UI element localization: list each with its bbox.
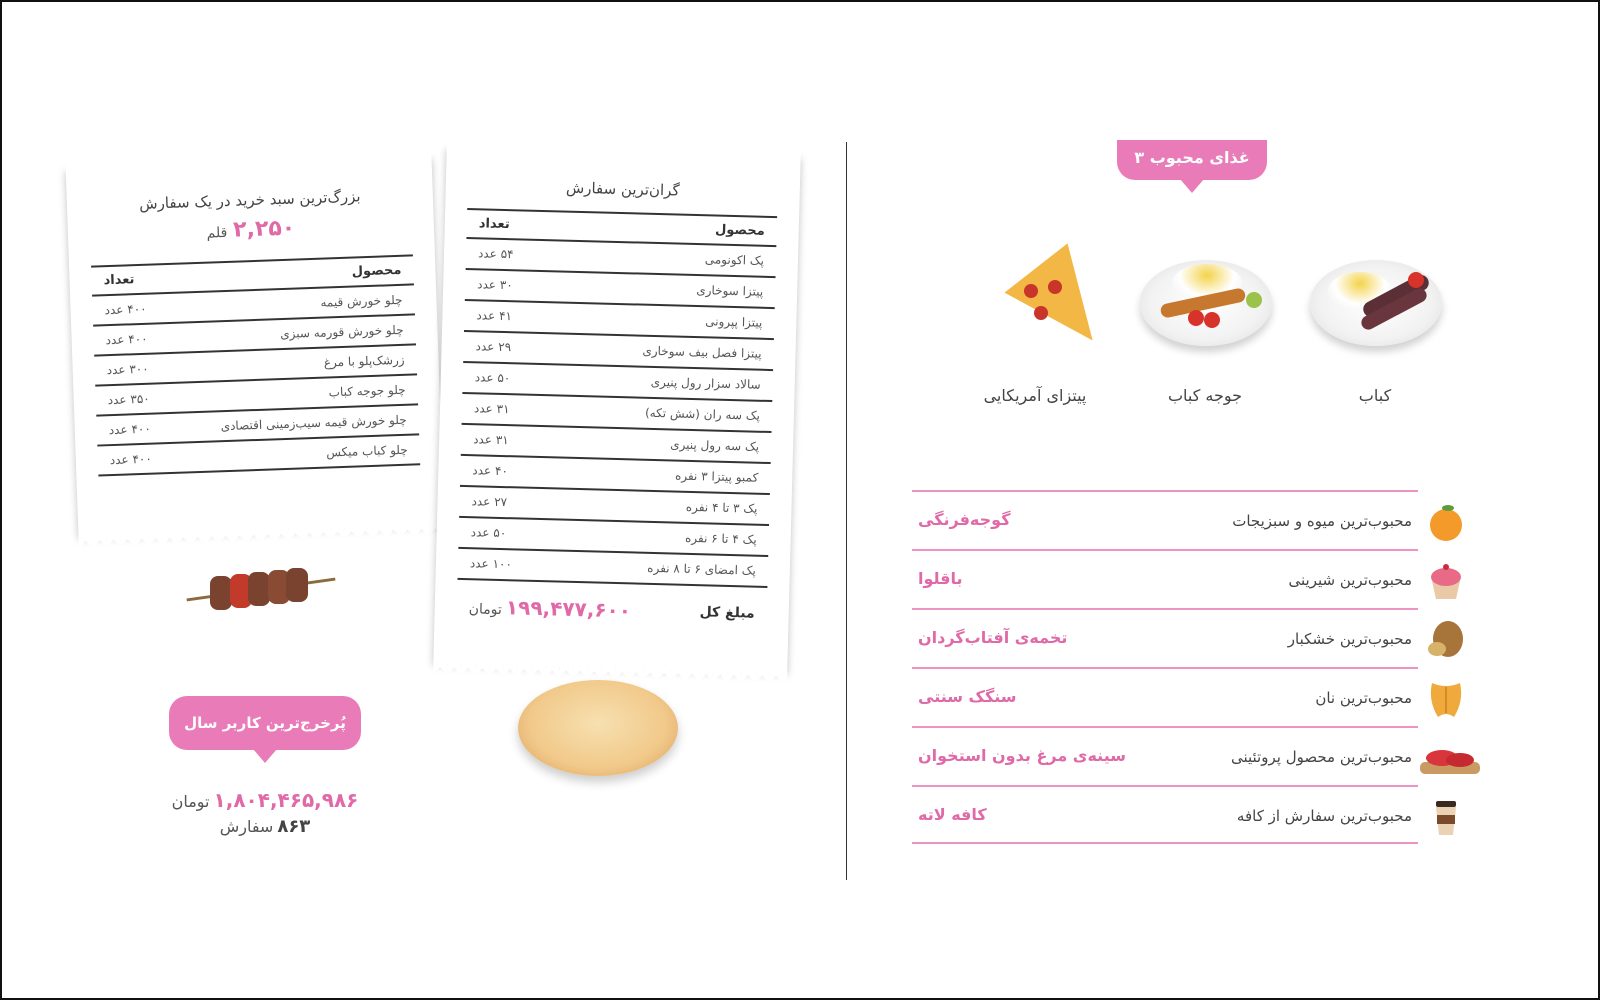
orange-fruit-icon — [1424, 500, 1468, 544]
order-total — [457, 594, 768, 626]
cart-count — [68, 211, 435, 249]
row-product: پک ۳ تا ۴ نفره — [685, 499, 758, 516]
row-product: پیتزا پپرونی — [705, 314, 763, 330]
favorite-label: محبوب‌ترین محصول پروتئینی — [1230, 748, 1412, 766]
kabab-plate-icon — [1300, 250, 1450, 360]
favorite-value: تخمه‌ی آفتاب‌گردان — [918, 628, 1068, 647]
row-qty: ۲۹ عدد — [475, 339, 512, 355]
total-amount-value: ۱۹۹,۴۷۷,۶۰۰ — [505, 595, 632, 623]
top-user-title: پُرخرج‌ترین کاربر سال — [169, 696, 361, 750]
food-name: کباب — [1358, 386, 1392, 405]
food-item-joojeh-kabab — [1130, 250, 1280, 405]
top-foods-title: ۳ غذای محبوب — [1117, 140, 1267, 180]
favorites-list — [912, 490, 1418, 844]
row-qty: ۴۰ عدد — [472, 463, 509, 479]
favorite-label: محبوب‌ترین سفارش از کافه — [1236, 807, 1412, 825]
row-product: پیتزا فصل بیف سوخاری — [642, 343, 762, 361]
row-product: پیتزا سوخاری — [696, 283, 764, 299]
top-user-orders — [140, 816, 390, 837]
favorite-row-nuts — [912, 608, 1418, 667]
row-product: پک سه ران (شش تکه) — [644, 405, 761, 423]
favorite-label: محبوب‌ترین خشکبار — [1287, 630, 1412, 648]
top-user-amount-value: ۱,۸۰۴,۴۶۵,۹۸۶ — [213, 788, 359, 812]
row-product: چلو خورش قیمه سیب‌زمینی اقتصادی — [220, 412, 407, 434]
column-header-qty: تعداد — [103, 272, 135, 289]
food-item-pizza — [960, 250, 1110, 405]
row-product: چلو خورش قیمه — [320, 292, 403, 310]
row-qty: ۵۰ عدد — [474, 370, 511, 386]
pizza-slice-icon — [960, 250, 1110, 360]
food-name: پیتزای آمریکایی — [983, 386, 1087, 405]
walnut-icon — [1424, 618, 1468, 662]
row-qty: ۳۵۰ عدد — [107, 391, 150, 408]
row-qty: ۴۰۰ عدد — [108, 421, 152, 438]
favorite-row-fruit — [912, 490, 1418, 549]
row-product: چلو خورش قورمه سبزی — [279, 322, 404, 342]
row-product: چلو جوجه کباب — [328, 382, 406, 400]
top-user-orders-value: ۸۶۳ — [277, 816, 311, 837]
total-amount — [468, 594, 631, 622]
bread-icon — [1424, 677, 1468, 721]
column-header-product: محصول — [714, 222, 765, 239]
row-product: پک سه رول پنیری — [670, 437, 760, 454]
favorite-label: محبوب‌ترین میوه و سبزیجات — [1232, 512, 1412, 530]
kebab-skewer-image — [186, 560, 336, 620]
row-qty: ۲۷ عدد — [471, 494, 508, 510]
total-amount-unit: تومان — [468, 601, 503, 619]
row-qty: ۳۱ عدد — [473, 432, 509, 448]
cart-count-unit: قلم — [206, 224, 228, 242]
row-product: پک اکونومی — [704, 252, 765, 268]
row-qty: ۴۰۰ عدد — [104, 301, 147, 318]
row-qty: ۱۰۰ عدد — [469, 556, 513, 572]
top-user-orders-unit: سفارش — [219, 817, 274, 836]
receipt-title: بزرگ‌ترین سبد خرید در یک سفارش — [138, 187, 361, 213]
coffee-cup-icon — [1424, 795, 1468, 839]
row-product: زرشک‌پلو با مرغ — [323, 352, 405, 370]
row-product: کمبو پیتزا ۳ نفره — [674, 468, 759, 485]
top-user-amount-unit: تومان — [171, 792, 210, 811]
column-header-product: محصول — [351, 262, 402, 280]
row-product: پک ۴ تا ۶ نفره — [684, 530, 757, 547]
total-label: مبلغ کل — [699, 604, 755, 622]
food-name: جوجه کباب — [1167, 386, 1243, 405]
favorite-row-bread — [912, 667, 1418, 726]
favorite-row-cafe — [912, 785, 1418, 844]
favorite-value: سنگک سنتی — [918, 687, 1017, 706]
vertical-divider — [846, 142, 847, 880]
favorite-row-sweet — [912, 549, 1418, 608]
order-table — [457, 208, 777, 588]
row-product: پک امضای ۶ تا ۸ نفره — [647, 560, 757, 578]
row-qty: ۳۰ عدد — [477, 277, 513, 293]
top-user-amount — [140, 788, 390, 812]
column-header-qty: تعداد — [478, 216, 510, 233]
joojeh-kabab-plate-icon — [1130, 250, 1280, 360]
row-qty: ۳۰۰ عدد — [106, 361, 149, 378]
favorite-value: کافه لاته — [918, 805, 987, 824]
row-product: سالاد سزار رول پنیری — [650, 374, 761, 392]
biggest-cart-receipt — [66, 157, 445, 538]
cart-table — [91, 254, 420, 476]
favorite-row-protein — [912, 726, 1418, 785]
favorite-value: گوجه‌فرنگی — [918, 510, 1011, 529]
row-qty: ۴۱ عدد — [476, 308, 513, 324]
cart-count-value: ۲,۲۵۰ — [232, 215, 296, 243]
row-qty: ۵۴ عدد — [477, 246, 514, 262]
meat-icon — [1418, 736, 1482, 780]
favorite-label: محبوب‌ترین شیرینی — [1288, 571, 1412, 589]
pizza-image — [518, 680, 678, 776]
favorite-label: محبوب‌ترین نان — [1315, 689, 1412, 707]
food-item-kabab — [1300, 250, 1450, 405]
row-qty: ۵۰ عدد — [470, 525, 507, 541]
favorite-value: سینه‌ی مرغ بدون استخوان — [918, 746, 1126, 765]
favorite-value: باقلوا — [918, 569, 963, 588]
cupcake-icon — [1424, 559, 1468, 603]
row-product: چلو کباب میکس — [325, 442, 408, 460]
row-qty: ۴۰۰ عدد — [105, 331, 148, 348]
row-qty: ۳۱ عدد — [473, 401, 510, 417]
priciest-order-receipt — [433, 147, 800, 672]
top-foods-section — [960, 250, 1450, 420]
row-qty: ۴۰۰ عدد — [109, 451, 153, 468]
receipt-title: گران‌ترین سفارش — [565, 178, 680, 200]
